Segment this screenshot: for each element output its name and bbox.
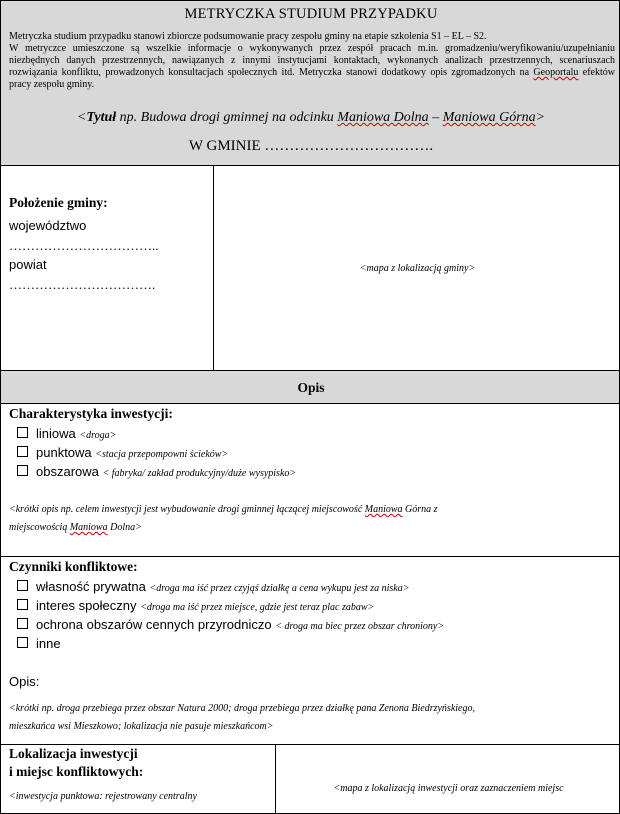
factor-interes[interactable]: interes społeczny <droga ma iść przez miejsce, gdzie jest teraz plac zabaw> xyxy=(17,596,444,615)
punktowa-checkbox[interactable] xyxy=(17,446,28,457)
charakterystyka-section xyxy=(0,403,620,557)
conflict-description[interactable]: <krótki np. droga przebiega przez obszar Natura 2000; droga przebiega przez działkę pana Zenona Biedrzyńskiego, mieszkańca wsi Mieszkowo; lokalizacja nie pasuje mieszkańcom> xyxy=(9,703,475,732)
interes-checkbox[interactable] xyxy=(17,599,28,610)
lokalizacja-heading-2: i miejsc konfliktowych: xyxy=(9,764,144,779)
header-section xyxy=(0,0,620,166)
factor-inne[interactable]: inne xyxy=(17,634,444,653)
w-gminie-field[interactable]: W GMINIE ……………………………. xyxy=(188,138,434,154)
tytul-placeholder: <Tytuł np. Budowa drogi gminnej na odcinku Maniowa Dolna – Maniowa Górna> xyxy=(76,110,546,125)
option-obszarowa[interactable]: obszarowa < fabryka/ zakład produkcyjny/duże wysypisko> xyxy=(17,462,296,481)
lokalizacja-heading-1: Lokalizacja inwestycji xyxy=(9,746,138,761)
powiat-field[interactable]: ……………………………. xyxy=(9,277,156,292)
charakterystyka-heading: Charakterystyka inwestycji: xyxy=(9,406,173,421)
intro-text xyxy=(9,31,615,91)
polozenie-left-cell xyxy=(0,165,214,371)
lokalizacja-left-cell xyxy=(0,744,276,814)
czynniki-heading: Czynniki konfliktowe: xyxy=(9,559,138,574)
factor-wlasnosc[interactable]: własność prywatna <droga ma iść przez czyjąś działkę a cena wykupu jest za niska> xyxy=(17,577,444,596)
map-lokalizacja-placeholder: <mapa z lokalizacją inwestycji oraz zaznaczeniem miejsc xyxy=(333,783,564,794)
wojewodztwo-field[interactable]: …………………………….. xyxy=(9,238,159,253)
geoportal-link: Geoportalu xyxy=(533,67,579,78)
opis-label: Opis: xyxy=(9,674,40,689)
map-lokalizacja-cell[interactable] xyxy=(275,744,620,814)
wojewodztwo-label: województwo xyxy=(9,218,87,233)
option-liniowa[interactable]: liniowa <droga> xyxy=(17,424,296,443)
wlasnosc-checkbox[interactable] xyxy=(17,580,28,591)
ochrona-checkbox[interactable] xyxy=(17,618,28,629)
page-title: METRYCZKA STUDIUM PRZYPADKU xyxy=(184,6,438,22)
obszarowa-checkbox[interactable] xyxy=(17,465,28,476)
opis-header xyxy=(0,370,620,404)
factor-ochrona[interactable]: ochrona obszarów cennych przyrodniczo < droga ma biec przez obszar chroniony> xyxy=(17,615,444,634)
intro-paragraph: W metryczce umieszczone są wszelkie informacje o wykonywanych przez zespół pracach m.in. gromadzeniu/weryfikowaniu/uzupełnianiu niezbędnych danych przestrzennych, nawiązanych z innymi instytucjami kontaktach, wykonanych analizach przestrzennych, scenariuszach rozwiązania konfliktu, prowadzonych konsultacjach społecznych itd. Metryczka stanowi dodatkowy opis zgromadzonych na Geoportalu efektów pracy zespołu gminy. xyxy=(9,43,615,90)
option-punktowa[interactable]: punktowa <stacja przepompowni ścieków> xyxy=(17,443,296,462)
czynniki-section xyxy=(0,556,620,745)
map-gmina-placeholder: <mapa z lokalizacją gminy> xyxy=(359,263,476,274)
inne-checkbox[interactable] xyxy=(17,637,28,648)
map-gmina-cell[interactable] xyxy=(213,165,620,371)
opis-heading: Opis xyxy=(297,380,325,395)
liniowa-checkbox[interactable] xyxy=(17,427,28,438)
powiat-label: powiat xyxy=(9,257,47,272)
lokalizacja-note[interactable]: <inwestycja punktowa: rejestrowany centralny xyxy=(9,791,197,802)
czynniki-list xyxy=(17,577,444,653)
polozenie-heading: Położenie gminy: xyxy=(9,195,108,210)
short-description[interactable]: <krótki opis np. celem inwestycji jest wybudowanie drogi gminnej łączącej miejscowość Maniowa Górna z miejscowością Maniowa Dolna> xyxy=(9,504,438,533)
intro-line-1: Metryczka studium przypadku stanowi zbiorcze podsumowanie pracy zespołu gminy na etapie szkolenia S1 – EL – S2. xyxy=(9,31,487,42)
charakterystyka-list xyxy=(17,424,296,481)
